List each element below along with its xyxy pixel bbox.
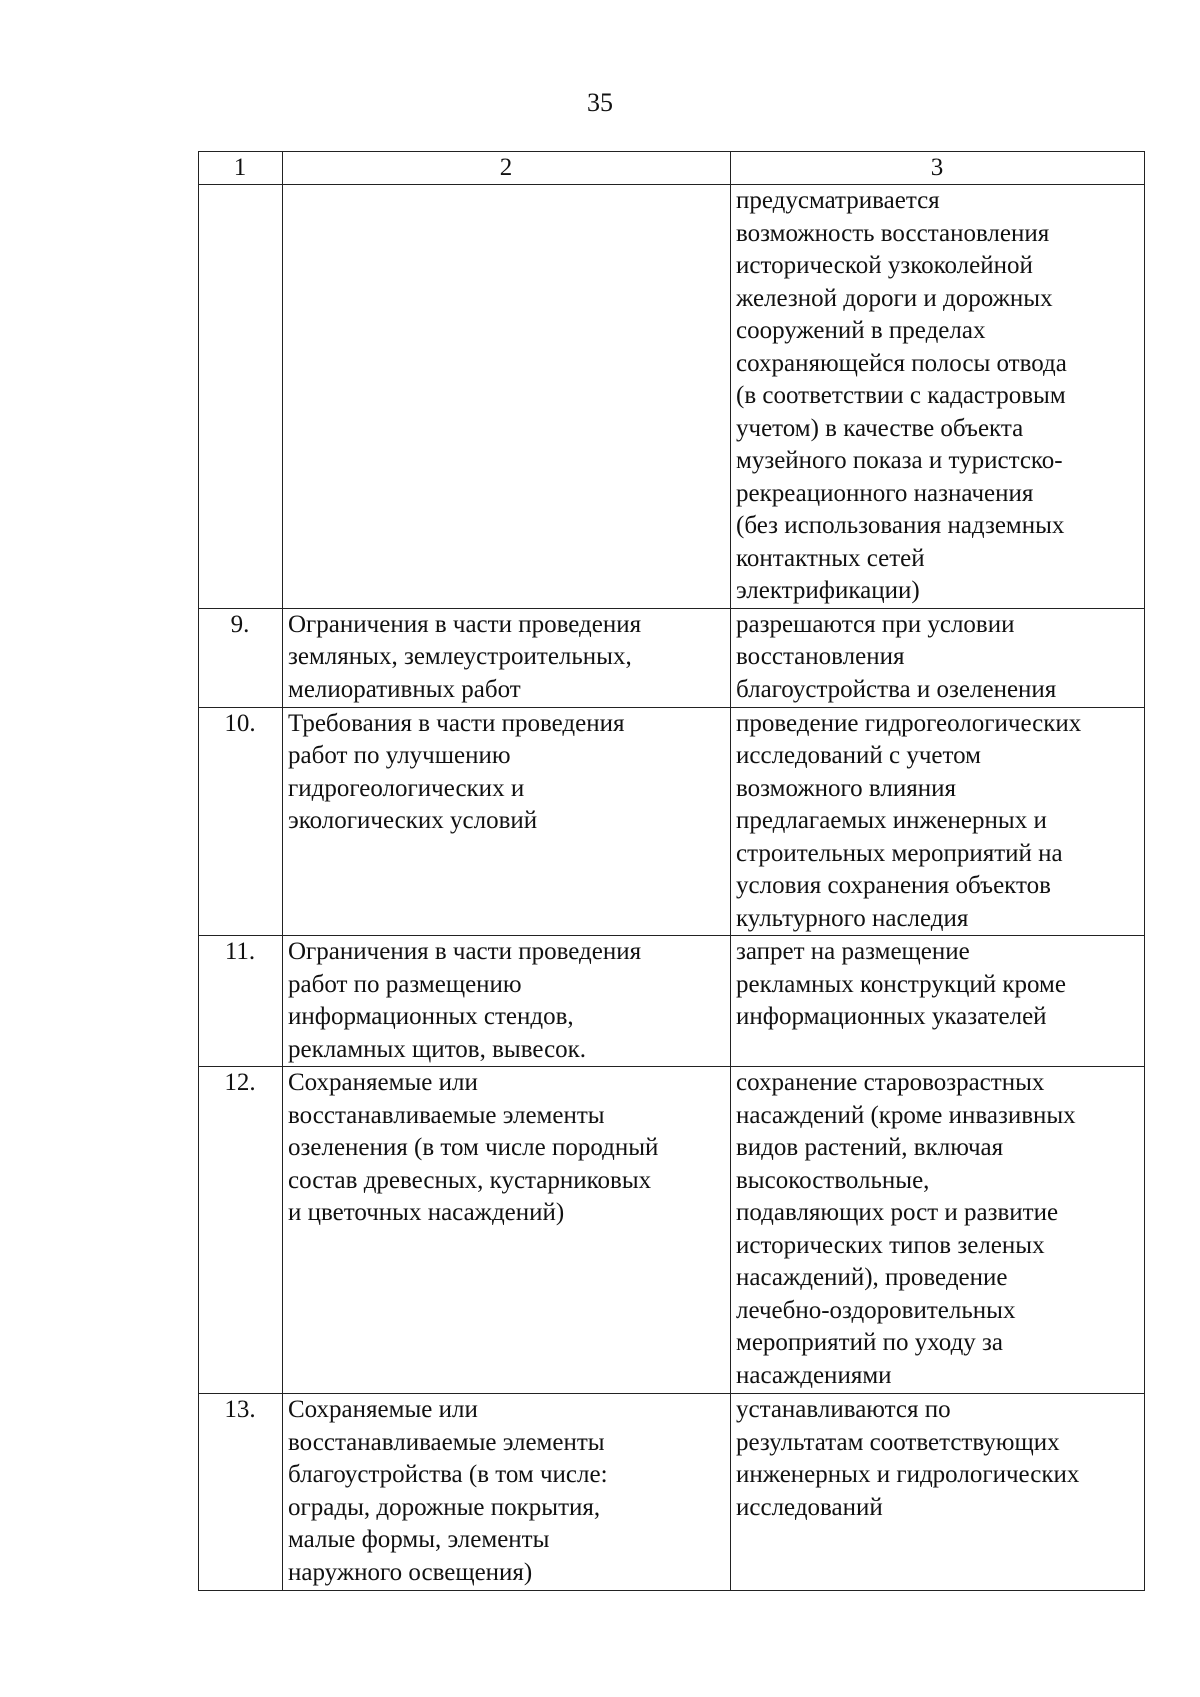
page-number: 35 <box>587 88 613 117</box>
row-value: сохранение старовозрастных насаждений (кроме инвазивных видов растений, включая высокоствольные, подавляющих рост и развитие исторических типов зеленых насаждений), проведение лечебно-оздоровительных мероприятий по уходу за насаждениями <box>731 1067 1145 1394</box>
row-name <box>283 185 731 609</box>
table-row-10 <box>199 707 1145 936</box>
row-value: запрет на размещение рекламных конструкций кроме информационных указателей <box>731 936 1145 1067</box>
row-number: 10. <box>199 707 283 936</box>
row-value: проведение гидрогеологических исследований с учетом возможного влияния предлагаемых инженерных и строительных мероприятий на условия сохранения объектов культурного наследия <box>731 707 1145 936</box>
column-header-1: 1 <box>199 152 283 185</box>
table-row-9 <box>199 608 1145 707</box>
table-row-continuation <box>199 185 1145 609</box>
row-name: Сохраняемые или восстанавливаемые элементы озеленения (в том числе породный состав древесных, кустарниковых и цветочных насаждений) <box>283 1067 731 1394</box>
table-header-row <box>199 152 1145 185</box>
table-row-13 <box>199 1394 1145 1591</box>
row-number: 9. <box>199 608 283 707</box>
row-value: разрешаются при условии восстановления благоустройства и озеленения <box>731 608 1145 707</box>
row-number: 11. <box>199 936 283 1067</box>
row-name: Ограничения в части проведения земляных, землеустроительных, мелиоративных работ <box>283 608 731 707</box>
row-number: 12. <box>199 1067 283 1394</box>
row-name: Требования в части проведения работ по улучшению гидрогеологических и экологических условий <box>283 707 731 936</box>
column-header-3: 3 <box>731 152 1145 185</box>
row-name: Ограничения в части проведения работ по размещению информационных стендов, рекламных щитов, вывесок. <box>283 936 731 1067</box>
table-row-12 <box>199 1067 1145 1394</box>
row-value: устанавливаются по результатам соответствующих инженерных и гидрологических исследований <box>731 1394 1145 1591</box>
row-value: предусматривается возможность восстановления исторической узкоколейной железной дороги и дорожных сооружений в пределах сохраняющейся полосы отвода (в соответствии с кадастровым учетом) в качестве объекта музейного показа и туристско- рекреационного назначения (без использования надземных контактных сетей электрификации) <box>731 185 1145 609</box>
table-row-11 <box>199 936 1145 1067</box>
column-header-2: 2 <box>283 152 731 185</box>
row-number <box>199 185 283 609</box>
row-number: 13. <box>199 1394 283 1591</box>
regulations-table <box>198 151 1145 1591</box>
row-name: Сохраняемые или восстанавливаемые элементы благоустройства (в том числе: ограды, дорожные покрытия, малые формы, элементы наружного освещения) <box>283 1394 731 1591</box>
